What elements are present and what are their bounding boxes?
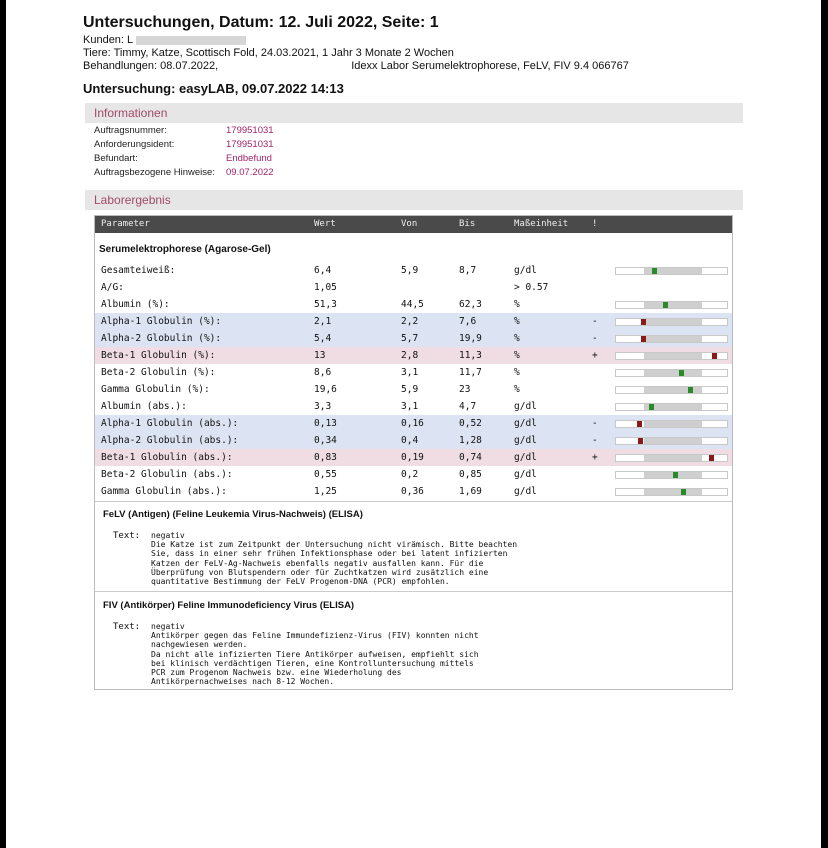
cell-flag: - — [592, 435, 598, 446]
kunden-line: Kunden: L — [83, 34, 246, 46]
cell-parameter: Albumin (abs.): — [101, 401, 187, 412]
lab-results-panel — [94, 215, 733, 690]
info-label: Anforderungsident: — [94, 139, 175, 150]
range-band — [644, 370, 702, 376]
info-value: 179951031 — [226, 125, 274, 136]
cell-bis: 7,6 — [459, 316, 477, 327]
table-row — [95, 330, 732, 347]
report-page — [6, 0, 821, 848]
table-header — [95, 216, 732, 233]
info-value: 09.07.2022 — [226, 167, 274, 178]
cell-wert: 1,05 — [314, 282, 337, 293]
cell-wert: 6,4 — [314, 265, 332, 276]
range-bar — [615, 267, 728, 275]
cell-flag: - — [592, 333, 598, 344]
range-bar — [615, 386, 728, 394]
cell-einheit: % — [514, 299, 520, 310]
cell-von: 5,9 — [401, 384, 419, 395]
range-bar — [615, 318, 728, 326]
cell-einheit: g/dl — [514, 435, 537, 446]
cell-wert: 2,1 — [314, 316, 332, 327]
info-section-header: Informationen — [85, 103, 743, 123]
cell-parameter: Albumin (%): — [101, 299, 170, 310]
cell-bis: 1,28 — [459, 435, 482, 446]
cell-wert: 3,3 — [314, 401, 332, 412]
cell-von: 2,8 — [401, 350, 419, 361]
cell-von: 0,2 — [401, 469, 419, 480]
cell-wert: 19,6 — [314, 384, 337, 395]
cell-bis: 4,7 — [459, 401, 477, 412]
cell-parameter: Beta-1 Globulin (abs.): — [101, 452, 233, 463]
range-bar — [615, 437, 728, 445]
cell-wert: 13 — [314, 350, 326, 361]
range-band — [644, 438, 702, 444]
range-bar — [615, 403, 728, 411]
range-band — [644, 336, 702, 342]
cell-bis: 0,74 — [459, 452, 482, 463]
col-von: Von — [401, 219, 418, 229]
lab-section-header: Laborergebnis — [85, 190, 743, 210]
range-marker — [641, 336, 646, 342]
cell-parameter: Beta-2 Globulin (abs.): — [101, 469, 233, 480]
cell-flag: + — [592, 350, 598, 361]
range-bar — [615, 352, 728, 360]
range-marker — [663, 302, 668, 308]
cell-von: 0,16 — [401, 418, 424, 429]
cell-wert: 0,34 — [314, 435, 337, 446]
col-einheit: Maßeinheit — [514, 219, 569, 229]
cell-einheit: % — [514, 350, 520, 361]
info-value: 179951031 — [226, 139, 274, 150]
cell-parameter: A/G: — [101, 282, 124, 293]
info-label: Auftragsbezogene Hinweise: — [94, 167, 215, 178]
table-row — [95, 449, 732, 466]
range-bar — [615, 454, 728, 462]
divider — [95, 501, 732, 502]
range-marker — [638, 438, 643, 444]
table-row — [95, 415, 732, 432]
range-bar — [615, 369, 728, 377]
cell-wert: 51,3 — [314, 299, 337, 310]
cell-flag: + — [592, 452, 598, 463]
report-title: Untersuchungen, Datum: 12. Juli 2022, Seite: 1 — [83, 14, 439, 31]
cell-parameter: Gamma Globulin (abs.): — [101, 486, 227, 497]
cell-einheit: g/dl — [514, 418, 537, 429]
felv-text-label: Text: — [113, 531, 141, 541]
info-label: Befundart: — [94, 153, 138, 164]
tiere-line: Tiere: Timmy, Katze, Scottisch Fold, 24.03.2021, 1 Jahr 3 Monate 2 Wochen — [83, 47, 454, 59]
cell-parameter: Beta-1 Globulin (%): — [101, 350, 216, 361]
cell-wert: 0,83 — [314, 452, 337, 463]
range-marker — [712, 353, 717, 359]
cell-parameter: Gesamteiweiß: — [101, 265, 176, 276]
cell-von: 5,9 — [401, 265, 419, 276]
table-row — [95, 398, 732, 415]
felv-text: negativ Die Katze ist zum Zeitpunkt der Untersuchung nicht virämisch. Bitte beachten Sie, dass in einer sehr frühen Infektionsphase oder bei latent infizierten Katzen der FeLV-Ag-Nachweis ebenfalls negativ ausfallen kann. Für die Überprüfung von Blutspendern oder für Zuchtkatzen wird zusätzlich eine quantitative Bestimmung der FeLV Progenom-DNA (PCR) empfohlen. — [151, 531, 518, 587]
range-band — [644, 353, 702, 359]
range-marker — [652, 268, 657, 274]
kunden-name: L — [127, 34, 133, 46]
cell-einheit: g/dl — [514, 401, 537, 412]
range-bar — [615, 471, 728, 479]
table-row — [95, 313, 732, 330]
table-row — [95, 347, 732, 364]
range-marker — [709, 455, 714, 461]
cell-bis: 62,3 — [459, 299, 482, 310]
fiv-text: negativ Antikörper gegen das Feline Immundefizienz-Virus (FIV) konnten nicht nachgewiesen werden. Da nicht alle infizierten Tiere Antikörper aufweisen, empfiehlt sich bei klinisch verdächtigen Tieren, eine Kontrolluntersuchung mittels PCR zum Progenom Nachweis bzw. eine Wiederholung des Antikörpernachweises nach 8-12 Wochen. — [151, 622, 479, 687]
cell-einheit: > 0.57 — [514, 282, 549, 293]
cell-parameter: Alpha-1 Globulin (%): — [101, 316, 222, 327]
cell-wert: 1,25 — [314, 486, 337, 497]
table-row — [95, 432, 732, 449]
cell-von: 2,2 — [401, 316, 419, 327]
cell-einheit: % — [514, 316, 520, 327]
cell-von: 3,1 — [401, 367, 419, 378]
cell-wert: 0,55 — [314, 469, 337, 480]
table-row — [95, 262, 732, 279]
table-row — [95, 279, 732, 296]
cell-von: 5,7 — [401, 333, 419, 344]
group-title: Serumelektrophorese (Agarose-Gel) — [99, 244, 271, 255]
cell-einheit: % — [514, 333, 520, 344]
cell-einheit: % — [514, 367, 520, 378]
col-wert: Wert — [314, 219, 336, 229]
range-band — [644, 455, 702, 461]
cell-parameter: Beta-2 Globulin (%): — [101, 367, 216, 378]
redacted-behandlung — [221, 62, 351, 71]
range-bar — [615, 335, 728, 343]
range-band — [644, 302, 702, 308]
cell-bis: 11,3 — [459, 350, 482, 361]
table-row — [95, 296, 732, 313]
cell-parameter: Gamma Globulin (%): — [101, 384, 210, 395]
range-band — [644, 319, 702, 325]
untersuchung-heading: Untersuchung: easyLAB, 09.07.2022 14:13 — [83, 81, 344, 96]
cell-bis: 0,85 — [459, 469, 482, 480]
cell-bis: 23 — [459, 384, 471, 395]
col-flag: ! — [592, 219, 598, 229]
table-row — [95, 483, 732, 500]
cell-von: 0,36 — [401, 486, 424, 497]
range-marker — [681, 489, 686, 495]
fiv-title: FIV (Antikörper) Feline Immunodeficiency Virus (ELISA) — [103, 600, 355, 611]
cell-parameter: Alpha-2 Globulin (%): — [101, 333, 222, 344]
range-marker — [679, 370, 684, 376]
range-marker — [673, 472, 678, 478]
info-value: Endbefund — [226, 153, 272, 164]
cell-wert: 0,13 — [314, 418, 337, 429]
range-bar — [615, 301, 728, 309]
cell-parameter: Alpha-1 Globulin (abs.): — [101, 418, 239, 429]
cell-einheit: g/dl — [514, 452, 537, 463]
cell-flag: - — [592, 418, 598, 429]
redacted-name — [136, 36, 246, 45]
table-row — [95, 364, 732, 381]
cell-einheit: g/dl — [514, 265, 537, 276]
table-row — [95, 381, 732, 398]
cell-bis: 1,69 — [459, 486, 482, 497]
cell-bis: 0,52 — [459, 418, 482, 429]
cell-einheit: g/dl — [514, 469, 537, 480]
cell-von: 3,1 — [401, 401, 419, 412]
fiv-text-label: Text: — [113, 622, 141, 632]
cell-einheit: g/dl — [514, 486, 537, 497]
divider — [95, 591, 732, 592]
cell-von: 0,19 — [401, 452, 424, 463]
col-parameter: Parameter — [101, 219, 150, 229]
behandlungen-line: Behandlungen: 08.07.2022, Idexx Labor Serumelektrophorese, FeLV, FIV 9.4 066767 — [83, 60, 629, 72]
felv-title: FeLV (Antigen) (Feline Leukemia Virus-Nachweis) (ELISA) — [103, 509, 363, 520]
range-marker — [688, 387, 693, 393]
table-row — [95, 466, 732, 483]
col-bis: Bis — [459, 219, 476, 229]
cell-bis: 19,9 — [459, 333, 482, 344]
range-marker — [649, 404, 654, 410]
range-marker — [637, 421, 642, 427]
range-bar — [615, 420, 728, 428]
range-bar — [615, 488, 728, 496]
cell-bis: 11,7 — [459, 367, 482, 378]
cell-wert: 5,4 — [314, 333, 332, 344]
cell-parameter: Alpha-2 Globulin (abs.): — [101, 435, 239, 446]
cell-bis: 8,7 — [459, 265, 477, 276]
info-label: Auftragsnummer: — [94, 125, 167, 136]
cell-von: 44,5 — [401, 299, 424, 310]
range-band — [644, 489, 702, 495]
cell-flag: - — [592, 316, 598, 327]
cell-einheit: % — [514, 384, 520, 395]
cell-von: 0,4 — [401, 435, 419, 446]
range-marker — [641, 319, 646, 325]
cell-wert: 8,6 — [314, 367, 332, 378]
range-band — [644, 421, 702, 427]
